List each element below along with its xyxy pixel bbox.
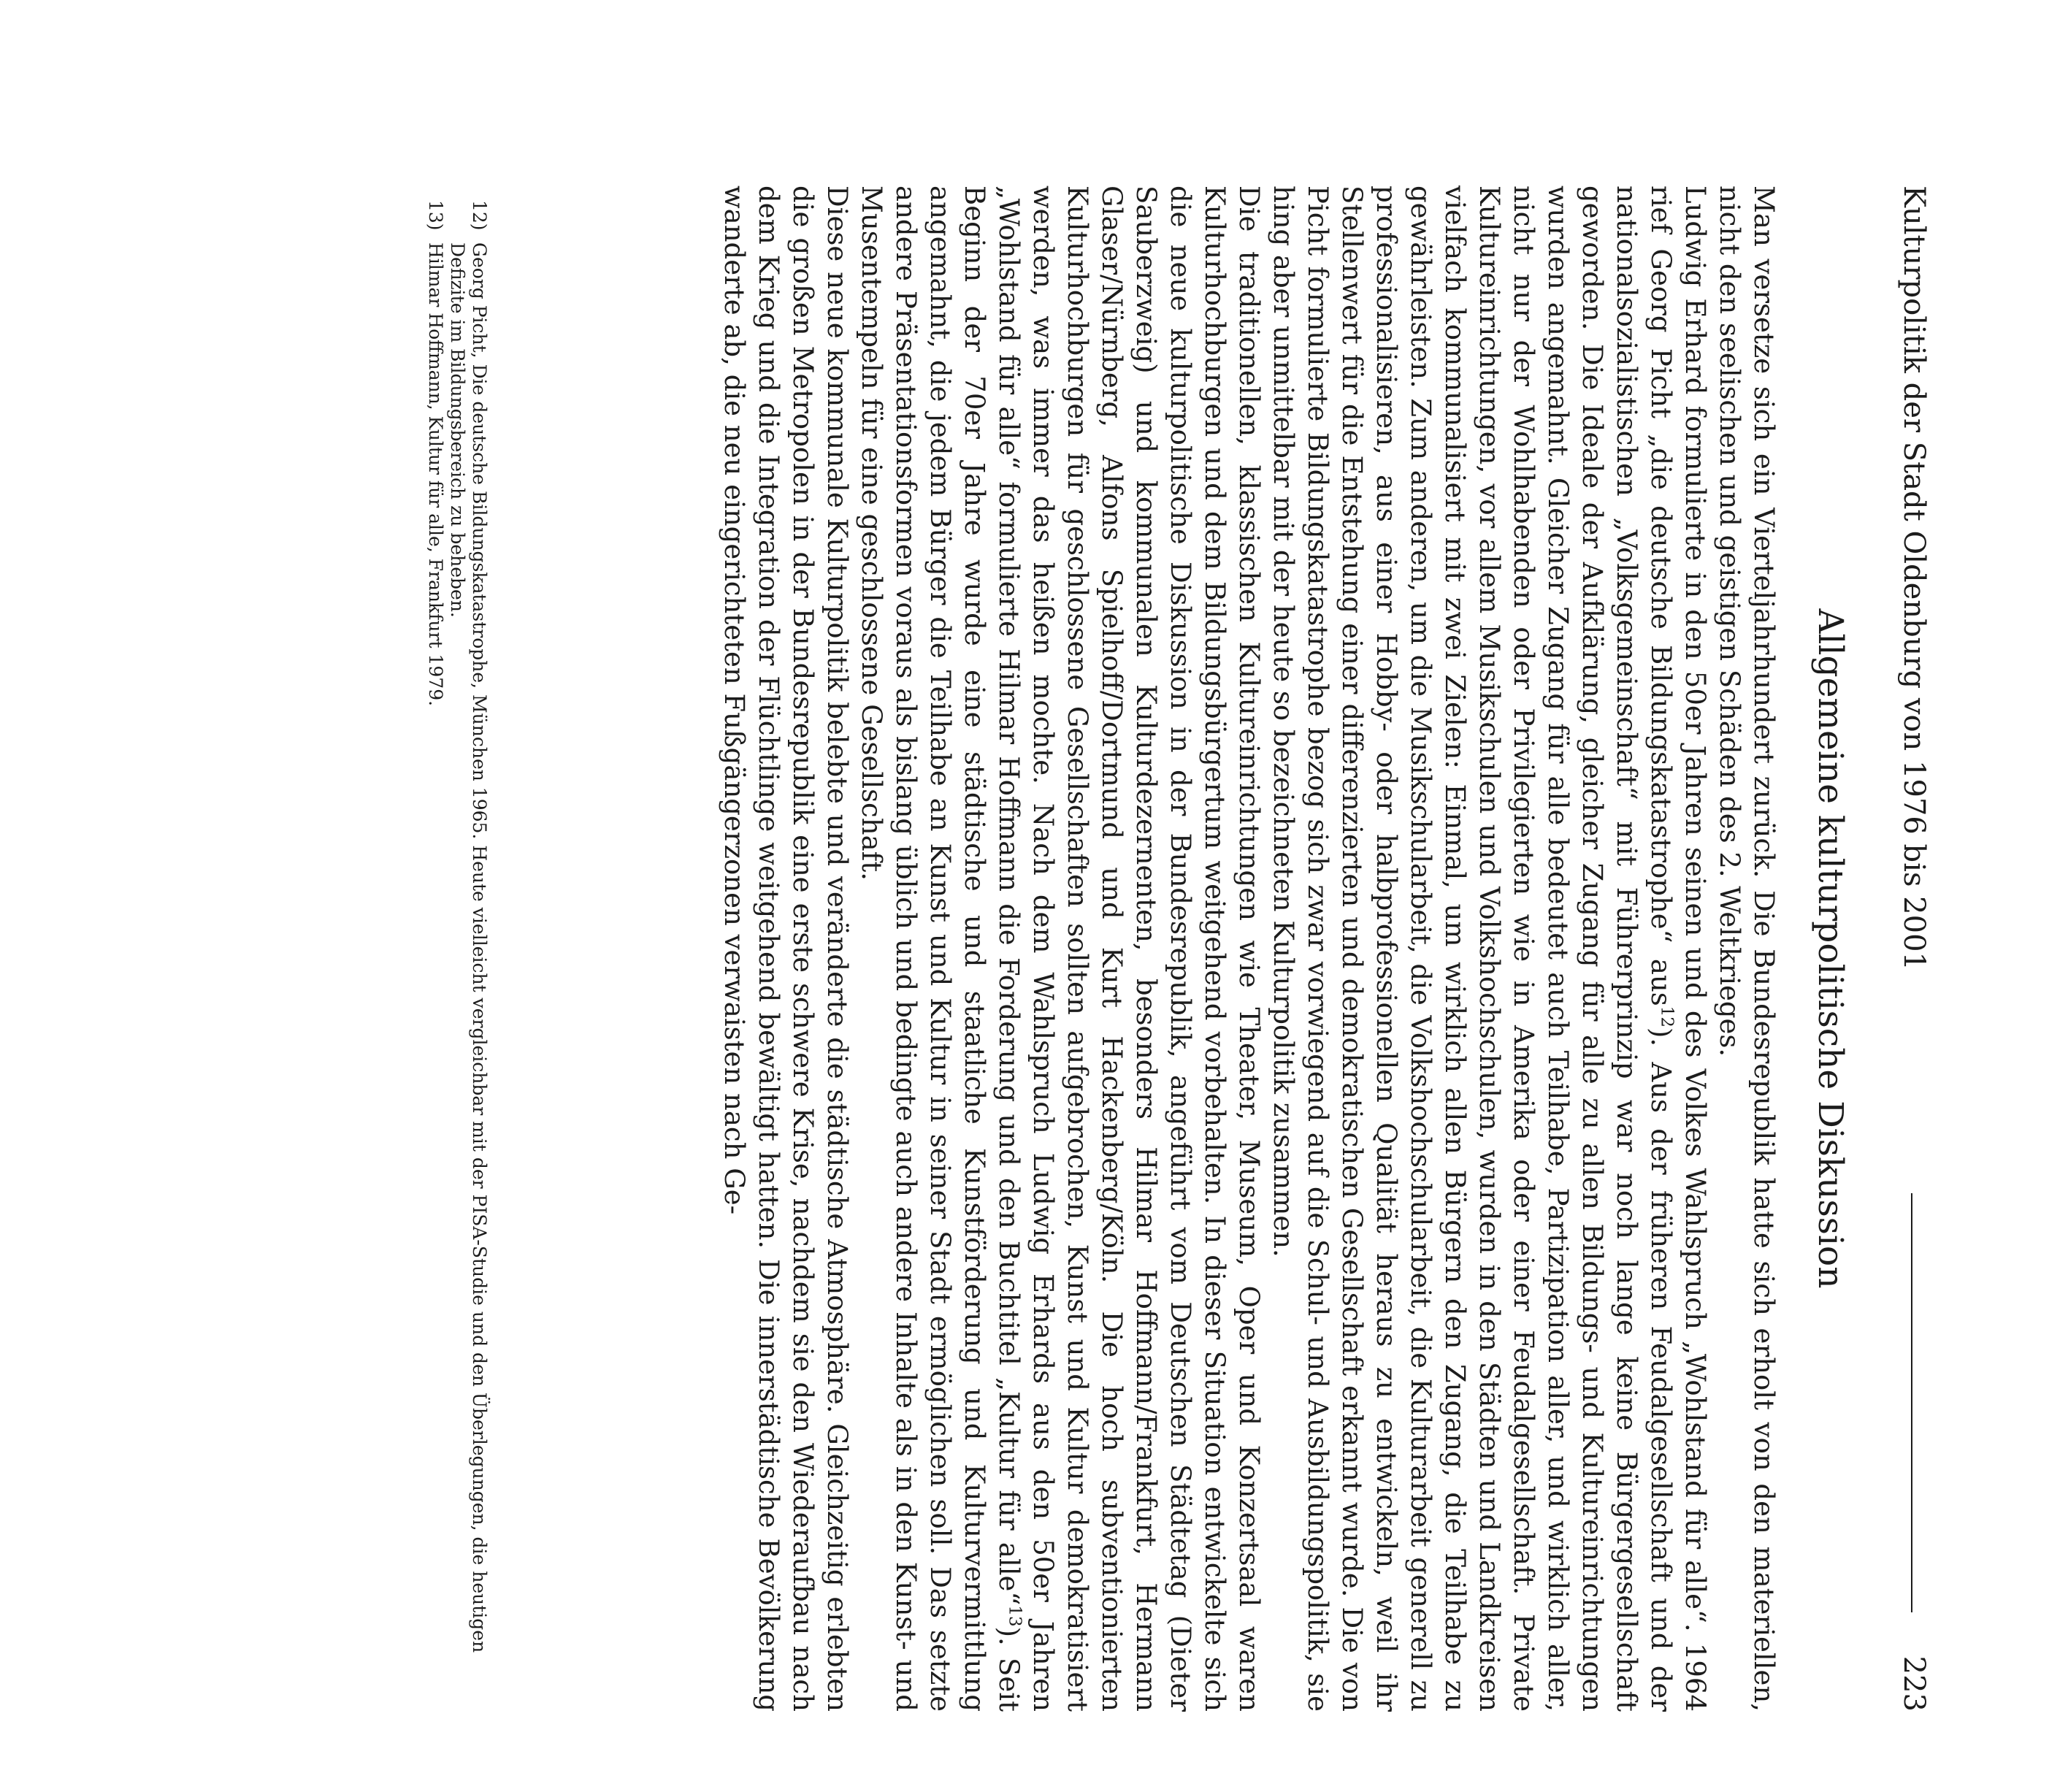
footnotes [424,185,490,1712]
paragraph-3-text-b: ). Seit Beginn der 70er Jahre wurde eine städtische und staatliche Kunstförderung und Kulturvermittlung angemahnt, die jedem Bürger die Teilhabe an Kunst und Kultur in seiner Stadt ermöglichen soll. Das setzte andere Präsentationsformen voraus als bislang üblich und bedingte auch andere Inhalte als in den Kunst- und Musentempeln für eine geschlossene Gesellschaft. [856,185,1025,1712]
book-page [315,185,1936,1792]
running-header [1892,185,1936,1712]
footnote-ref-13: 13 [1005,1605,1025,1627]
footnote-number: 13) [425,200,446,231]
paragraph-2 [1266,185,1712,1712]
paragraph-3-text-a: Die traditionellen, klassischen Kultureinrichtungen wie Theater, Museum, Oper und Konzertsaal waren Kulturhochburgen und dem Bildungsbürgertum weitgehend vorbehalten. In dieser Situation entwickelte sich die neue kulturpolitische Diskussion in der Bundesrepublik, angeführt vom Deutschen Städtetag (Dieter Sauberzweig) und kommunalen Kulturdezernenten, besonders Hilmar Hoffmann/Frankfurt, Hermann Glaser/Nürnberg, Alfons Spielhoff/Dortmund und Kurt Hackenberg/Köln. Die hoch subventionierten Kulturhochburgen für geschlossene Gesellschaften sollten aufgebrochen, Kunst und Kultur demokratisiert werden, was immer das heißen mochte. Nach dem Wahlspruch Ludwig Erhards aus den 50er Jahren „Wohlstand für alle“ formulierte Hilmar Hoffmann die Forderung und den Buchtitel „Kultur für alle“ [993,185,1265,1712]
footnote-text: Georg Picht, Die deutsche Bildungskatastrophe, München 1965. Heute vielleicht vergleichbar mit der PISA-Studie und den Überlegungen, die heutigen Defizite im Bildungsbereich zu beheben. [447,242,490,1653]
paragraph-2-text-a: Ludwig Erhard formulierte in den 50er Jahren seinen und des Volkes Wahlspruch „Wohlstand für alle“. 1964 rief Georg Picht „die deutsche Bildungskatastrophe“ aus [1645,185,1711,1712]
footnote-text: Hilmar Hoffmann, Kultur für alle, Frankfurt 1979. [425,242,446,707]
running-title: Kulturpolitik der Stadt Oldenburg von 1976 bis 2001 [1897,185,1931,970]
footnote-12 [446,185,490,1712]
body-text [717,185,1781,1712]
footnote-13 [424,185,446,1712]
paragraph-1: Man versetze sich ein Vierteljahrhundert zurück. Die Bundesrepublik hatte sich erholt von den materiellen, nicht den seelischen und geistigen Schäden des 2. Weltkrieges. [1714,185,1780,1712]
footnote-ref-12: 12 [1657,1006,1677,1027]
paragraph-3 [854,185,1266,1712]
header-rule [1911,1193,1912,1612]
footnote-number: 12) [469,200,490,231]
page-number: 223 [1897,1655,1931,1712]
section-title: Allgemeine kulturpolitische Diskussion [1810,608,1850,1289]
paragraph-2-text-b: ). Aus der früheren Feudalgesellschaft und der nationalsozialistischen „Volksgemeinschaft“ mit Führerprinzip war noch lange keine Bürgergesellschaft geworden. Die Ideale der Aufklärung, gleicher Zugang für alle zu allen Bildungs- und Kultureinrichtungen wurden angemahnt. Gleicher Zugang für alle bedeutet auch Teilhabe, Partizipation aller, und wirklich aller, nicht nur der Wohlhabenden oder Privilegierten wie in Amerika oder einer Feudalgesellschaft. Private Kultureinrichtungen, vor allem Musikschulen und Volkshochschulen, wurden in den Städten und Landkreisen vielfach kommunalisiert mit zwei Zielen: Einmal, um wirklich allen Bürgern den Zugang, die Teilhabe zu gewährleisten. Zum anderen, um die Musikschularbeit, die Volkshochschularbeit, die Kulturarbeit generell zu professionalisieren, aus einer Hobby- oder halbprofessionellen Qualität heraus zu entwickeln, weil ihr Stellenwert für die Entstehung einer differenzierten und demokratischen Gesellschaft erkannt wurde. Die von Picht formulierte Bildungskatastrophe bezog sich zwar vorwiegend auf die Schul- und Ausbildungspolitik, sie hing aber unmittelbar mit der heute so bezeichneten Kulturpolitik zusammen. [1268,185,1677,1712]
paragraph-4: Diese neue kommunale Kulturpolitik belebte und veränderte die städtische Atmosphäre. Gleichzeitig erlebten die großen Metropolen in der Bundesrepublik eine erste schwere Krise, nachdem sie den Wiederaufbau nach dem Krieg und die Integration der Flüchtlinge weitgehend bewältigt hatten. Die innerstädtische Bevölkerung wanderte ab, die neu eingerichteten Fußgängerzonen verwaisten nach Ge- [719,185,853,1712]
